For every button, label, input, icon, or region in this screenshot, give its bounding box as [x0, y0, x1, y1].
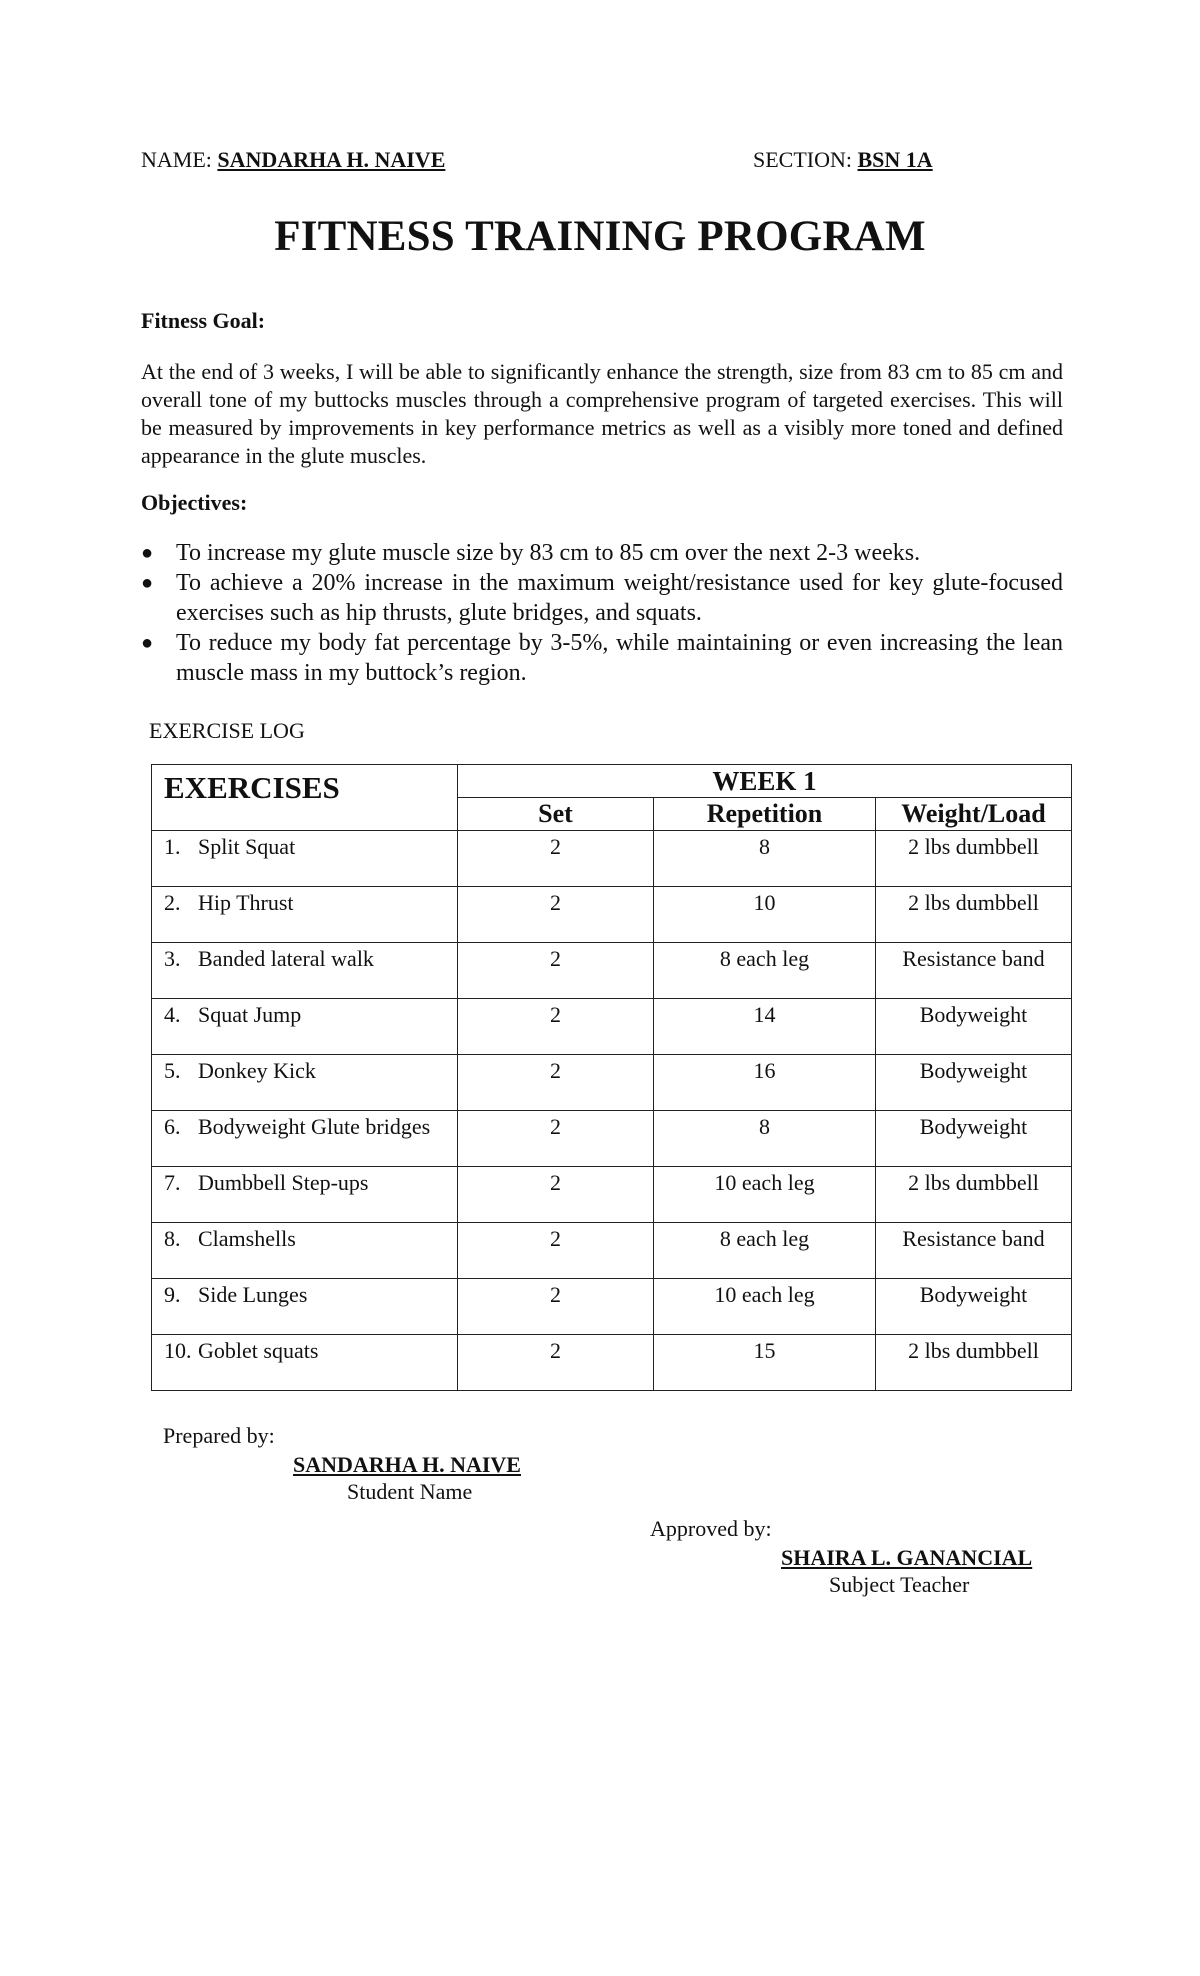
row-number: 4. [164, 1002, 181, 1027]
objective-item [141, 628, 1063, 688]
exercise-name: Clamshells [198, 1226, 296, 1251]
repetition-cell: 10 each leg [654, 1167, 876, 1223]
fitness-goal-heading: Fitness Goal: [141, 308, 266, 333]
exercise-name: Goblet squats [198, 1338, 319, 1363]
approved-by-role: Subject Teacher [829, 1572, 970, 1597]
objective-item [141, 568, 1063, 628]
exercise-cell [152, 1335, 458, 1391]
row-number: 2. [164, 890, 181, 915]
row-number: 9. [164, 1282, 181, 1307]
set-cell: 2 [458, 1335, 654, 1391]
set-cell: 2 [458, 887, 654, 943]
set-cell: 2 [458, 999, 654, 1055]
repetition-cell: 8 each leg [654, 1223, 876, 1279]
weight-cell: Bodyweight [876, 1055, 1072, 1111]
table-row [152, 1223, 1072, 1279]
weight-cell: Bodyweight [876, 1279, 1072, 1335]
header-set: Set [458, 798, 654, 831]
approved-by-name: SHAIRA L. GANANCIAL [781, 1545, 1033, 1570]
exercise-name: Donkey Kick [198, 1058, 316, 1083]
exercise-name: Squat Jump [198, 1002, 302, 1027]
exercise-name: Split Squat [198, 834, 296, 859]
repetition-cell: 16 [654, 1055, 876, 1111]
prepared-by-role: Student Name [347, 1479, 473, 1504]
header-exercises: EXERCISES [152, 765, 458, 831]
row-number: 3. [164, 946, 181, 971]
weight-cell: Resistance band [876, 943, 1072, 999]
exercise-cell [152, 1055, 458, 1111]
repetition-cell: 8 each leg [654, 943, 876, 999]
row-number: 5. [164, 1058, 181, 1083]
objective-text: To increase my glute muscle size by 83 cm to 85 cm over the next 2-3 weeks. [176, 540, 921, 566]
exercise-cell [152, 1223, 458, 1279]
table-row [152, 1167, 1072, 1223]
repetition-cell: 10 each leg [654, 1279, 876, 1335]
set-cell: 2 [458, 943, 654, 999]
exercise-log-table [151, 764, 1072, 1391]
exercise-name: Hip Thrust [198, 890, 294, 915]
table-row [152, 1279, 1072, 1335]
table-row [152, 831, 1072, 887]
name-value: SANDARHA H. NAIVE [217, 147, 446, 172]
row-number: 10. [164, 1338, 192, 1363]
repetition-cell: 8 [654, 831, 876, 887]
table-row [152, 999, 1072, 1055]
table-row [152, 887, 1072, 943]
set-cell: 2 [458, 1111, 654, 1167]
weight-cell: 2 lbs dumbbell [876, 1167, 1072, 1223]
row-number: 1. [164, 834, 181, 859]
repetition-cell: 10 [654, 887, 876, 943]
table-row [152, 1335, 1072, 1391]
set-cell: 2 [458, 1167, 654, 1223]
name-label: NAME: [141, 147, 212, 172]
weight-cell: 2 lbs dumbbell [876, 887, 1072, 943]
prepared-by-label: Prepared by: [163, 1423, 275, 1448]
header-week: WEEK 1 [458, 765, 1072, 798]
table-row [152, 1111, 1072, 1167]
bullet-icon: ● [141, 572, 154, 594]
exercise-name: Banded lateral walk [198, 946, 374, 971]
section-field [753, 147, 933, 173]
exercise-cell [152, 943, 458, 999]
table-row [152, 943, 1072, 999]
set-cell: 2 [458, 1223, 654, 1279]
exercise-cell [152, 1279, 458, 1335]
header-weight-load: Weight/Load [876, 798, 1072, 831]
exercise-cell [152, 1167, 458, 1223]
table-row [152, 1055, 1072, 1111]
objectives-heading: Objectives: [141, 490, 248, 515]
weight-cell: Resistance band [876, 1223, 1072, 1279]
prepared-by-name: SANDARHA H. NAIVE [293, 1452, 521, 1477]
header-repetition: Repetition [654, 798, 876, 831]
weight-cell: Bodyweight [876, 999, 1072, 1055]
repetition-cell: 14 [654, 999, 876, 1055]
section-label: SECTION: [753, 147, 852, 172]
exercise-name: Bodyweight Glute bridges [198, 1114, 431, 1139]
bullet-icon: ● [141, 542, 154, 564]
weight-cell: Bodyweight [876, 1111, 1072, 1167]
row-number: 6. [164, 1114, 181, 1139]
set-cell: 2 [458, 1279, 654, 1335]
exercise-cell [152, 1111, 458, 1167]
weight-cell: 2 lbs dumbbell [876, 1335, 1072, 1391]
repetition-cell: 8 [654, 1111, 876, 1167]
fitness-goal-text: At the end of 3 weeks, I will be able to significantly enhance the strength, size from 83 cm to 85 cm and overall tone of my buttocks muscles through a comprehensive program of targeted exercises. This will be measured by improvements in key performance metrics as well as a visibly more toned and defined appearance in the glute muscles. [141, 359, 1063, 468]
exercise-log-label: EXERCISE LOG [149, 718, 305, 743]
objectives-list [141, 538, 1063, 688]
exercise-name: Dumbbell Step-ups [198, 1170, 369, 1195]
row-number: 8. [164, 1226, 181, 1251]
exercise-cell [152, 999, 458, 1055]
set-cell: 2 [458, 831, 654, 887]
exercise-name: Side Lunges [198, 1282, 308, 1307]
section-value: BSN 1A [857, 147, 933, 172]
objective-text: To achieve a 20% increase in the maximum weight/resistance used for key glute-focused exercises such as hip thrusts, glute bridges, and squats. [176, 570, 1063, 626]
objective-item [141, 538, 1063, 568]
weight-cell: 2 lbs dumbbell [876, 831, 1072, 887]
row-number: 7. [164, 1170, 181, 1195]
exercise-cell [152, 887, 458, 943]
document-title: FITNESS TRAINING PROGRAM [274, 213, 926, 260]
bullet-icon: ● [141, 632, 154, 654]
approved-by-label: Approved by: [650, 1516, 772, 1541]
repetition-cell: 15 [654, 1335, 876, 1391]
exercise-cell [152, 831, 458, 887]
set-cell: 2 [458, 1055, 654, 1111]
name-field [141, 147, 445, 173]
objective-text: To reduce my body fat percentage by 3-5%, while maintaining or even increasing the lean muscle mass in my buttock’s region. [176, 630, 1063, 686]
